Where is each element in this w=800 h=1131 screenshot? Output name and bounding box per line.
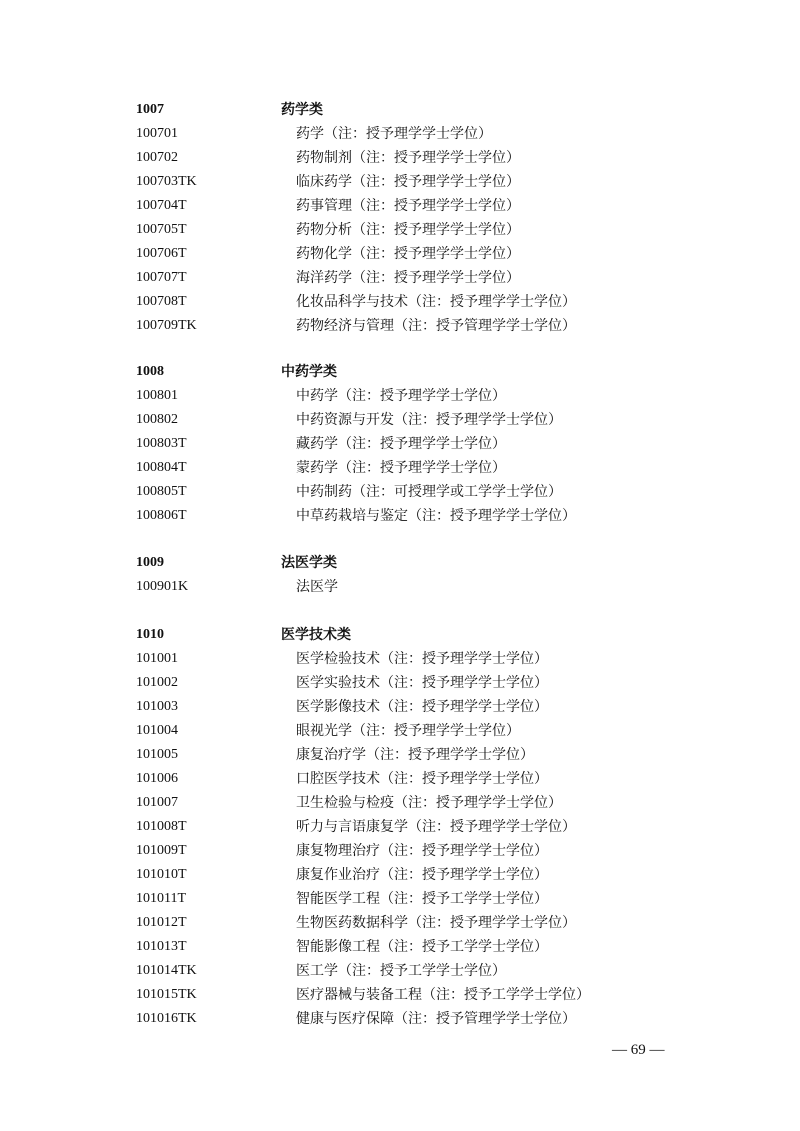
major-name: 医学实验技术（注：授予理学学士学位） — [296, 675, 548, 691]
list-item — [0, 432, 800, 456]
list-item — [0, 647, 800, 671]
major-code: 100705T — [136, 222, 187, 237]
major-name: 医学影像技术（注：授予理学学士学位） — [296, 699, 548, 715]
major-name: 医学检验技术（注：授予理学学士学位） — [296, 651, 548, 667]
major-code: 100706T — [136, 246, 187, 261]
list-item — [0, 767, 800, 791]
list-item — [0, 671, 800, 695]
major-code: 101012T — [136, 915, 187, 930]
list-item — [0, 408, 800, 432]
major-code: 100702 — [136, 150, 178, 165]
section-code: 1010 — [136, 627, 164, 642]
major-name: 药事管理（注：授予理学学士学位） — [296, 198, 520, 214]
major-code: 100704T — [136, 198, 187, 213]
major-code: 101002 — [136, 675, 178, 690]
major-code: 100709TK — [136, 318, 197, 333]
major-name: 法医学 — [296, 579, 338, 595]
major-name: 智能医学工程（注：授予工学学士学位） — [296, 891, 548, 907]
list-item — [0, 743, 800, 767]
list-item — [0, 194, 800, 218]
major-name: 康复治疗学（注：授予理学学士学位） — [296, 747, 534, 763]
major-code: 101015TK — [136, 987, 197, 1002]
list-item — [0, 266, 800, 290]
major-code: 101009T — [136, 843, 187, 858]
section-title: 法医学类 — [281, 555, 337, 571]
section-code: 1009 — [136, 555, 164, 570]
major-code: 101003 — [136, 699, 178, 714]
major-name: 中草药栽培与鉴定（注：授予理学学士学位） — [296, 508, 576, 524]
major-name: 医工学（注：授予工学学士学位） — [296, 963, 506, 979]
major-name: 海洋药学（注：授予理学学士学位） — [296, 270, 520, 286]
list-item — [0, 290, 800, 314]
major-name: 眼视光学（注：授予理学学士学位） — [296, 723, 520, 739]
major-code: 100804T — [136, 460, 187, 475]
list-item — [0, 1007, 800, 1031]
list-item — [0, 480, 800, 504]
major-code: 100707T — [136, 270, 187, 285]
list-item — [0, 242, 800, 266]
list-item — [0, 504, 800, 528]
major-name: 健康与医疗保障（注：授予管理学学士学位） — [296, 1011, 576, 1027]
major-code: 101004 — [136, 723, 178, 738]
major-name: 康复作业治疗（注：授予理学学士学位） — [296, 867, 548, 883]
list-item — [0, 911, 800, 935]
section-1010 — [0, 623, 800, 1031]
major-name: 智能影像工程（注：授予工学学士学位） — [296, 939, 548, 955]
list-item — [0, 146, 800, 170]
major-name: 药物分析（注：授予理学学士学位） — [296, 222, 520, 238]
major-name: 康复物理治疗（注：授予理学学士学位） — [296, 843, 548, 859]
major-code: 100801 — [136, 388, 178, 403]
section-1007 — [0, 98, 800, 338]
major-name: 中药资源与开发（注：授予理学学士学位） — [296, 412, 562, 428]
major-code: 100803T — [136, 436, 187, 451]
section-1009 — [0, 551, 800, 599]
major-code: 100703TK — [136, 174, 197, 189]
major-name: 藏药学（注：授予理学学士学位） — [296, 436, 506, 452]
list-item — [0, 695, 800, 719]
major-name: 中药学（注：授予理学学士学位） — [296, 388, 506, 404]
major-code: 100901K — [136, 579, 189, 594]
section-1008 — [0, 360, 800, 528]
list-item — [0, 122, 800, 146]
major-code: 101001 — [136, 651, 178, 666]
major-name: 药物化学（注：授予理学学士学位） — [296, 246, 520, 262]
list-item — [0, 170, 800, 194]
list-item — [0, 815, 800, 839]
major-name: 临床药学（注：授予理学学士学位） — [296, 174, 520, 190]
major-code: 101007 — [136, 795, 178, 810]
major-name: 药学（注：授予理学学士学位） — [296, 126, 492, 142]
list-item — [0, 863, 800, 887]
major-name: 医疗器械与装备工程（注：授予工学学士学位） — [296, 987, 590, 1003]
list-item — [0, 959, 800, 983]
major-code: 101016TK — [136, 1011, 197, 1026]
major-name: 化妆品科学与技术（注：授予理学学士学位） — [296, 294, 576, 310]
list-item — [0, 935, 800, 959]
section-header — [0, 98, 800, 122]
major-name: 听力与言语康复学（注：授予理学学士学位） — [296, 819, 576, 835]
major-code: 100805T — [136, 484, 187, 499]
major-name: 药物制剂（注：授予理学学士学位） — [296, 150, 520, 166]
list-item — [0, 983, 800, 1007]
major-name: 卫生检验与检疫（注：授予理学学士学位） — [296, 795, 562, 811]
list-item — [0, 887, 800, 911]
list-item — [0, 456, 800, 480]
list-item — [0, 384, 800, 408]
major-code: 100806T — [136, 508, 187, 523]
list-item — [0, 314, 800, 338]
major-code: 101008T — [136, 819, 187, 834]
list-item — [0, 791, 800, 815]
section-title: 中药学类 — [281, 364, 337, 380]
major-code: 101013T — [136, 939, 187, 954]
major-code: 101005 — [136, 747, 178, 762]
list-item — [0, 218, 800, 242]
section-header — [0, 551, 800, 575]
list-item — [0, 719, 800, 743]
major-name: 蒙药学（注：授予理学学士学位） — [296, 460, 506, 476]
major-code: 100708T — [136, 294, 187, 309]
list-item — [0, 575, 800, 599]
section-title: 医学技术类 — [281, 627, 351, 643]
major-name: 口腔医学技术（注：授予理学学士学位） — [296, 771, 548, 787]
major-code: 101011T — [136, 891, 187, 906]
major-name: 中药制药（注：可授理学或工学学士学位） — [296, 484, 562, 500]
section-header — [0, 360, 800, 384]
page-number: — 69 — — [612, 1042, 665, 1058]
section-title: 药学类 — [281, 102, 323, 118]
list-item — [0, 839, 800, 863]
major-code: 101010T — [136, 867, 187, 882]
section-code: 1008 — [136, 364, 164, 379]
major-code: 101006 — [136, 771, 178, 786]
section-header — [0, 623, 800, 647]
major-code: 100701 — [136, 126, 178, 141]
major-code: 100802 — [136, 412, 178, 427]
major-name: 药物经济与管理（注：授予管理学学士学位） — [296, 318, 576, 334]
section-code: 1007 — [136, 102, 164, 117]
major-code: 101014TK — [136, 963, 197, 978]
major-name: 生物医药数据科学（注：授予理学学士学位） — [296, 915, 576, 931]
